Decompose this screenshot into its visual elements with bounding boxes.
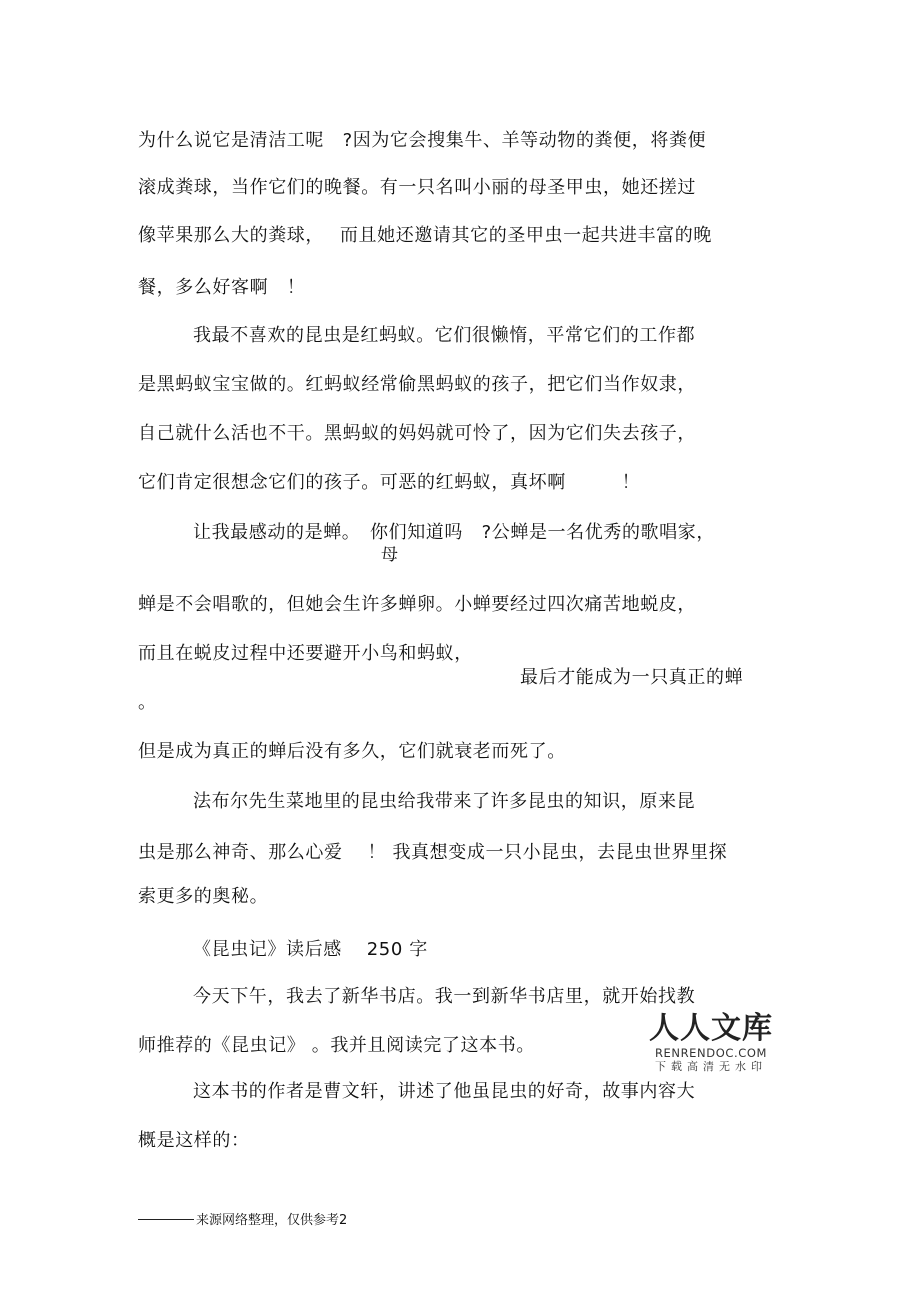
paragraph-4-line-3: 索更多的奥秘。: [138, 886, 269, 907]
paragraph-1-line-4: 餐，多么好客啊 ！: [138, 277, 306, 298]
footer-dash: [138, 1219, 194, 1220]
paragraph-3-line-3: 而且在蜕皮过程中还要避开小鸟和蚂蚁，: [138, 643, 473, 664]
paragraph-2-line-3: 自己就什么活也不干。黑蚂蚁的妈妈就可怜了，因为它们失去孩子，: [138, 423, 696, 444]
paragraph-3-line-1-wrap: 母: [381, 545, 398, 565]
paragraph-2-line-2: 是黑蚂蚁宝宝做的。红蚂蚁经常偷黑蚂蚁的孩子，把它们当作奴隶，: [138, 374, 696, 395]
paragraph-4-line-1: 法布尔先生菜地里的昆虫给我带来了许多昆虫的知识，原来昆: [193, 791, 696, 812]
watermark-url: RENRENDOC.COM: [654, 1046, 768, 1060]
paragraph-5-line-1: 今天下午，我去了新华书店。我一到新华书店里，就开始找教: [193, 986, 696, 1007]
paragraph-2-line-1: 我最不喜欢的昆虫是红蚂蚁。它们很懒惰，平常它们的工作都: [193, 325, 696, 346]
paragraph-1-line-3: 像苹果那么大的粪球， 而且她还邀请其它的圣甲虫一起共进丰富的晚: [138, 225, 712, 246]
page-footer: [138, 1212, 347, 1230]
paragraph-2-line-4: 它们肯定很想念它们的孩子。可恶的红蚂蚁，真坏啊 ！: [138, 472, 641, 493]
watermark-subtitle: 下载高清无水印: [655, 1060, 767, 1073]
paragraph-3-line-1: 让我最感动的是蝉。 你们知道吗 ?公蝉是一名优秀的歌唱家，: [193, 522, 715, 543]
paragraph-3-line-4: 但是成为真正的蝉后没有多久，它们就衰老而死了。: [138, 741, 566, 762]
paragraph-1-line-2: 滚成粪球，当作它们的晚餐。有一只名叫小丽的母圣甲虫，她还搓过: [138, 177, 696, 198]
footer-text: 来源网络整理，仅供参考2: [196, 1213, 348, 1228]
section-heading: 《昆虫记》读后感 250 字: [193, 939, 428, 960]
paragraph-1-line-1: 为什么说它是清洁工呢 ?因为它会搜集牛、羊等动物的粪便，将粪便: [138, 130, 707, 151]
paragraph-3-line-3-continued: 最后才能成为一只真正的蝉: [520, 667, 744, 688]
paragraph-6-line-1: 这本书的作者是曹文轩，讲述了他虽昆虫的好奇，故事内容大: [193, 1081, 696, 1102]
watermark-title: 人人文库: [649, 1011, 773, 1046]
watermark-logo: [646, 1012, 776, 1078]
paragraph-4-line-2: 虫是那么神奇、那么心爱 ！ 我真想变成一只小昆虫，去昆虫世界里探: [138, 842, 728, 863]
paragraph-6-line-2: 概是这样的：: [138, 1130, 250, 1151]
paragraph-3-line-3-period: 。: [138, 692, 157, 713]
paragraph-3-line-2: 蝉是不会唱歌的，但她会生许多蝉卵。小蝉要经过四次痛苦地蜕皮，: [138, 594, 696, 615]
paragraph-5-line-2: 师推荐的《昆虫记》 。我并且阅读完了这本书。: [138, 1035, 535, 1056]
